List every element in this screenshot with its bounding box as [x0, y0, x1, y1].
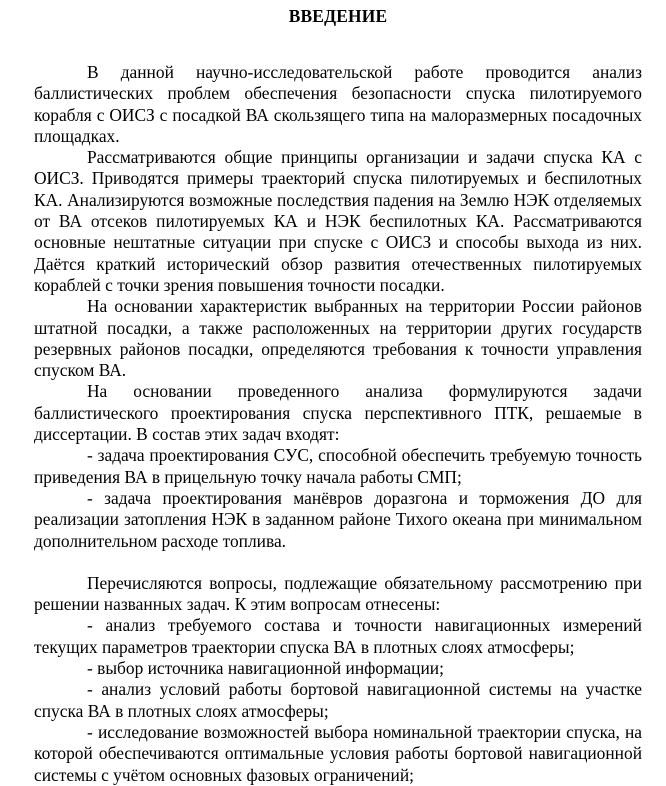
question-item-measurements: - анализ требуемого состава и точности навигационных измерений текущих параметров траектории спуска ВА в плотных слоях атмосферы;	[34, 615, 642, 657]
paragraph-tasks-intro: На основании проведенного анализа формулируются задачи баллистического проектирования спуска перспективного ПТК, решаемые в диссертации. В состав этих задач входят:	[34, 381, 642, 445]
document-title: ВВЕДЕНИЕ	[288, 6, 388, 26]
paragraph-questions-intro: Перечисляются вопросы, подлежащие обязательному рассмотрению при решении названных задач. К этим вопросам отнесены:	[34, 572, 642, 615]
paragraph-landing-areas: На основании характеристик выбранных на территории России районов штатной посадки, а также расположенных на территории других государств резервных районов посадки, определяются требования к точности управления спуском ВА.	[34, 296, 642, 381]
task-item-maneuvers: - задача проектирования манёвров доразгона и торможения ДО для реализации затопления НЭК в заданном районе Тихого океана при минимальном дополнительном расходе топлива.	[34, 487, 642, 551]
question-item-source: - выбор источника навигационной информации;	[87, 658, 444, 679]
paragraph-intro: В данной научно-исследовательской работе проводится анализ баллистических проблем обеспечения безопасности спуска пилотируемого корабля с ОИСЗ с посадкой ВА скользящего типа на малоразмерных посадочных площадках.	[34, 62, 642, 146]
document-page	[34, 0, 642, 786]
paragraph-principles: Рассматриваются общие принципы организации и задачи спуска КА с ОИСЗ. Приводятся примеры траекторий спуска пилотируемых и беспилотных КА. Анализируются возможные последствия падения на Землю НЭК отделяемых от ВА отсеков пилотируемых КА и НЭК беспилотных КА. Рассматриваются основные нештатные ситуации при спуске с ОИСЗ и способы выхода из них. Даётся краткий исторический обзор развития отечественных пилотируемых кораблей с точки зрения повышения точности посадки.	[34, 147, 642, 295]
question-item-trajectory: - исследование возможностей выбора номинальной траектории спуска, на которой обеспечиваются оптимальные условия работы бортовой навигационной системы с учётом основных фазовых ограничений;	[34, 721, 642, 785]
question-item-conditions: - анализ условий работы бортовой навигационной системы на участке спуска ВА в плотных слоях атмосферы;	[34, 679, 642, 721]
task-item-control-system: - задача проектирования СУС, способной обеспечить требуемую точность приведения ВА в прицельную точку начала работы СМП;	[34, 445, 642, 487]
